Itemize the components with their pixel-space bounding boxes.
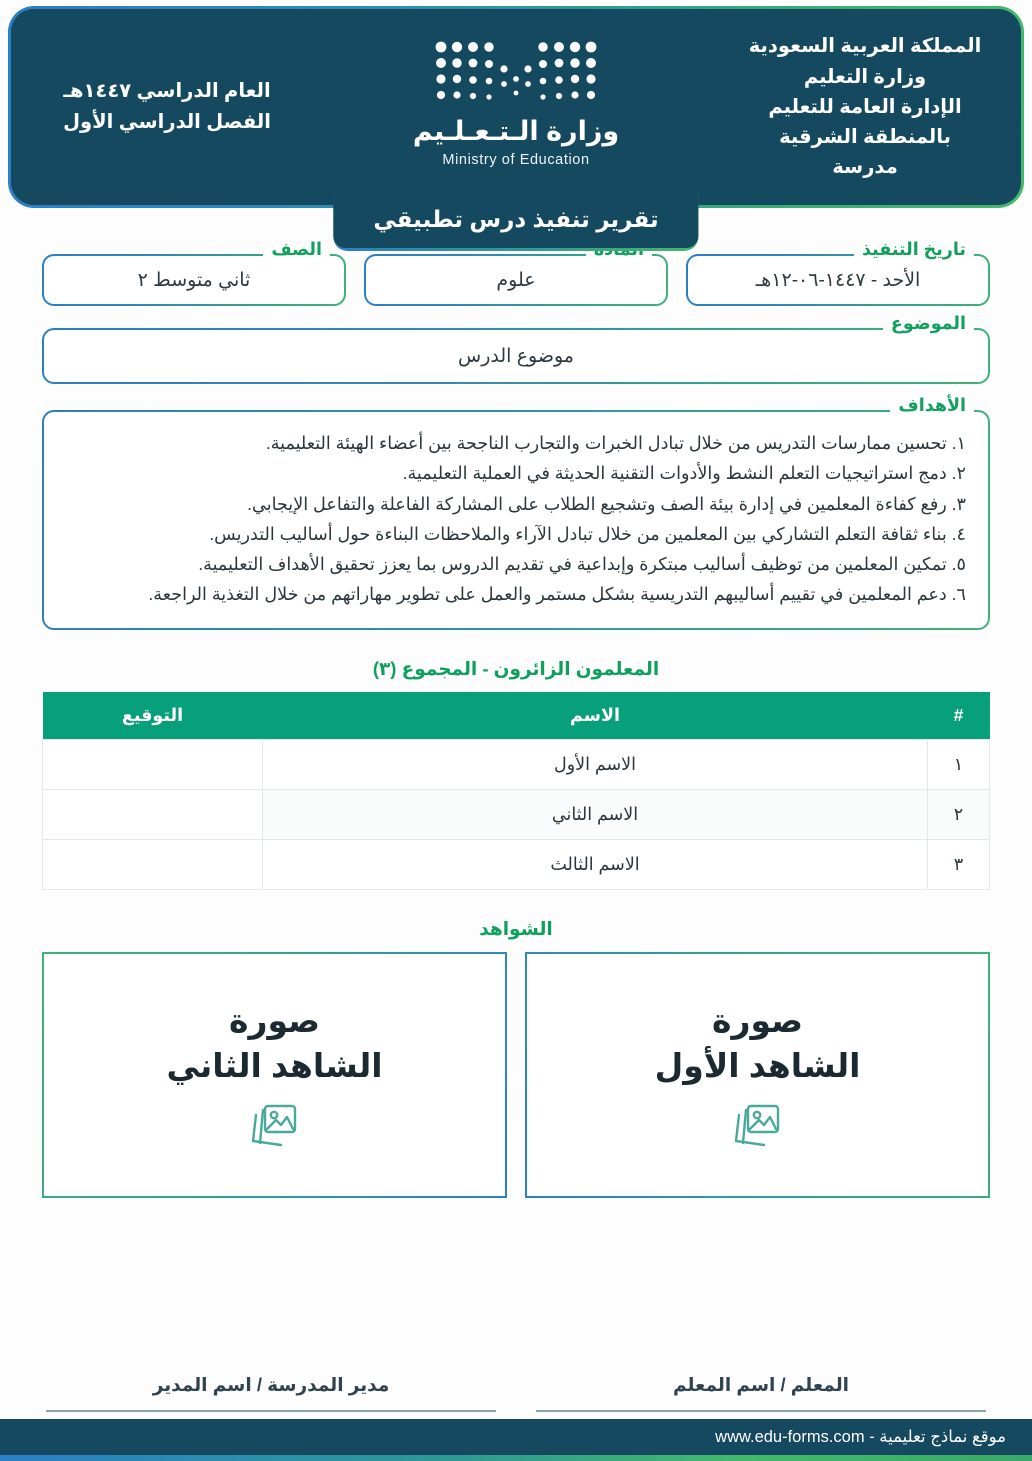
evidence-card-second[interactable]	[42, 952, 507, 1198]
academic-period-block	[47, 76, 287, 138]
visitors-table-body	[43, 739, 990, 889]
evidence-card-second-line2: الشاهد الثاني	[162, 1045, 386, 1087]
table-row	[43, 739, 990, 789]
ministry-line-region: بالمنطقة الشرقية	[779, 126, 951, 149]
cell-name[interactable]: الاسم الثاني	[263, 789, 928, 839]
objective-item: ٤. بناء ثقافة التعلم التشاركي بين المعلمين من خلال تبادل الآراء والملاحظات البناءة حول أساليب التدريس.	[209, 523, 966, 544]
cell-number: ١	[928, 739, 990, 789]
field-topic	[42, 313, 990, 384]
signature-row	[42, 1374, 990, 1412]
field-objectives	[42, 395, 990, 630]
photo-stack-icon	[249, 1099, 301, 1149]
ministry-of-education-logo	[413, 39, 619, 168]
evidence-card-second-line1: صورة	[225, 1000, 324, 1042]
signature-principal	[46, 1374, 496, 1412]
field-value-subject[interactable]: علوم	[366, 256, 666, 304]
semester-text: الفصل الدراسي الأول	[63, 111, 271, 133]
field-value-topic[interactable]: موضوع الدرس	[44, 330, 988, 382]
ministry-line-country: المملكة العربية السعودية	[748, 35, 982, 58]
th-number: #	[928, 692, 990, 740]
field-border-objectives	[42, 410, 990, 630]
field-execution-date	[686, 239, 990, 306]
visitors-table	[42, 692, 990, 890]
cell-signature[interactable]	[43, 739, 263, 789]
signature-teacher	[536, 1374, 986, 1412]
field-border-subject	[364, 254, 668, 306]
evidence-card-first-line1: صورة	[708, 1000, 807, 1042]
field-value-grade[interactable]: ثاني متوسط ٢	[44, 256, 344, 304]
ministry-line-ministry: وزارة التعليم	[803, 65, 927, 88]
report-title: تقرير تنفيذ درس تطبيقي	[333, 192, 698, 248]
th-name: الاسم	[263, 692, 928, 740]
footer-bar	[0, 1419, 1032, 1455]
logo-dots-icon	[433, 39, 599, 111]
field-border-grade	[42, 254, 346, 306]
meta-fields-row	[42, 239, 990, 306]
field-label-execution-date: تاريخ التنفيذ	[854, 241, 974, 259]
logo-english-text: Ministry of Education	[442, 151, 590, 168]
ministry-line-administration: الإدارة العامة للتعليم	[768, 95, 962, 118]
table-row	[43, 789, 990, 839]
objective-item: ٦. دعم المعلمين في تقييم أساليبهم التدريسية بشكل مستمر والعمل على تطوير مهاراتهم من خلال التغذية الراجعة.	[148, 584, 966, 605]
objective-item: ١. تحسين ممارسات التدريس من خلال تبادل الخبرات والتجارب الناجحة بين أعضاء الهيئة التعليمية.	[265, 433, 966, 453]
cell-signature[interactable]	[43, 839, 263, 889]
logo-arabic-text: وزارة الـتـعـلـيم	[412, 115, 620, 146]
objective-item: ٢. دمج استراتيجيات التعلم النشط والأدوات التقنية الحديثة في العملية التعليمية.	[402, 463, 966, 484]
cell-name[interactable]: الاسم الثالث	[263, 839, 928, 889]
signature-principal-line[interactable]	[46, 1410, 496, 1412]
table-row	[43, 839, 990, 889]
evidence-card-first-line2: الشاهد الأول	[651, 1045, 865, 1087]
evidence-section-title: الشواهد	[479, 917, 553, 939]
field-grade	[42, 239, 346, 306]
academic-year-text: العام الدراسي ١٤٤٧هـ	[63, 79, 271, 102]
objective-item: ٣. رفع كفاءة المعلمين في إدارة بيئة الصف وتشجيع الطلاب على المشاركة الفاعلة والتفاعل الإيجابي.	[247, 493, 966, 514]
cell-number: ٢	[928, 789, 990, 839]
photo-stack-icon	[732, 1099, 784, 1149]
document-footer	[0, 1419, 1032, 1461]
th-signature: التوقيع	[43, 692, 263, 740]
report-title-badge-accent	[333, 192, 698, 251]
field-label-topic: الموضوع	[883, 315, 974, 333]
field-border-execution-date	[686, 254, 990, 306]
objectives-list	[66, 428, 966, 610]
objectives-content	[44, 412, 988, 628]
signature-teacher-line[interactable]	[536, 1410, 986, 1412]
field-label-objectives: الأهداف	[890, 397, 974, 415]
signature-teacher-label: المعلم / اسم المعلم	[673, 1373, 849, 1395]
evidence-card-first[interactable]	[525, 952, 990, 1198]
document-header	[11, 9, 1021, 205]
field-subject	[364, 254, 668, 306]
objective-item: ٥. تمكين المعلمين من توظيف أساليب مبتكرة وإبداعية في تقديم الدروس بما يعزز تحقيق الأهداف التعليمية.	[198, 554, 966, 574]
signature-principal-label: مدير المدرسة / اسم المدير	[152, 1373, 390, 1395]
report-title-badge-wrapper	[333, 192, 698, 251]
visitors-table-head	[43, 692, 990, 740]
footer-accent-stripe	[0, 1455, 1032, 1461]
table-header-row	[43, 692, 990, 740]
cell-signature[interactable]	[43, 789, 263, 839]
ministry-identity-block	[745, 31, 985, 182]
cell-number: ٣	[928, 839, 990, 889]
document-body	[0, 239, 1032, 1412]
cell-name[interactable]: الاسم الأول	[263, 739, 928, 789]
ministry-line-school: مدرسة	[832, 156, 898, 179]
field-label-grade: الصف	[263, 241, 330, 259]
visitors-section-title: المعلمون الزائرون - المجموع (٣)	[372, 657, 660, 679]
field-border-topic	[42, 328, 990, 384]
evidence-cards-row	[42, 952, 990, 1198]
field-value-execution-date[interactable]: الأحد - ١٤٤٧-٠٦-١٢هـ	[688, 256, 988, 304]
header-gradient-frame	[8, 6, 1024, 232]
footer-website-text[interactable]: موقع نماذج تعليمية - www.edu-forms.com	[715, 1428, 1006, 1446]
